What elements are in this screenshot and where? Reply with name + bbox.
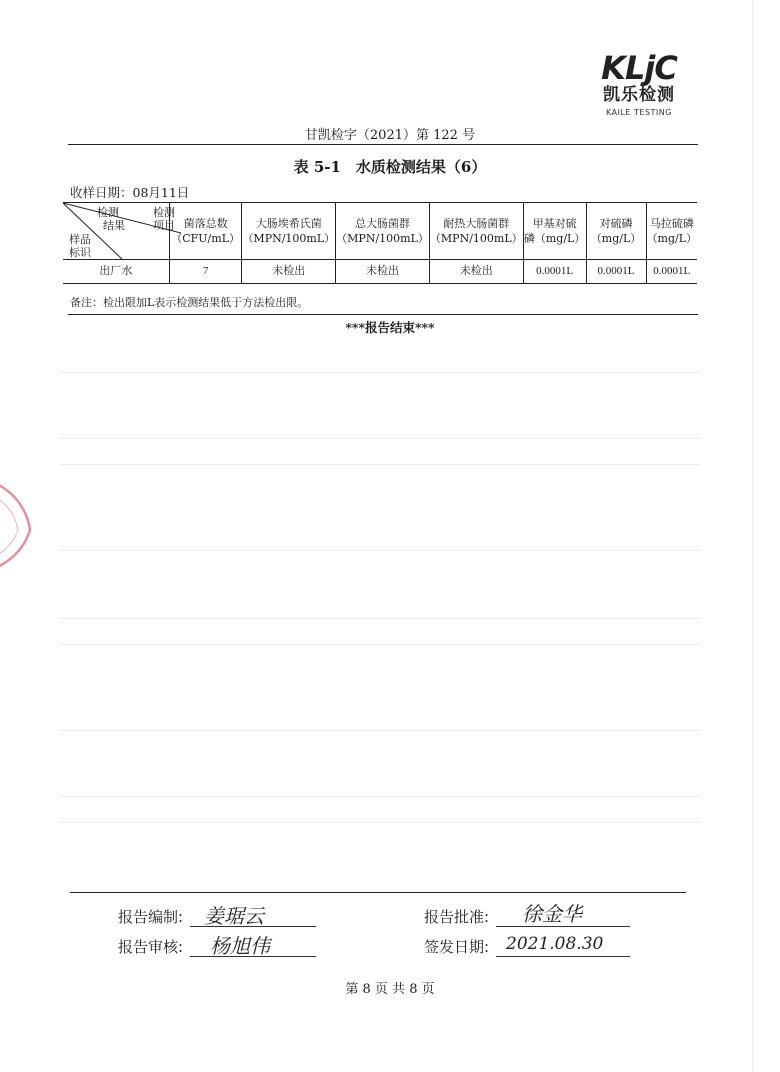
approved-by-label: 报告批准: <box>424 908 490 926</box>
page-counter: 第 8 页 共 8 页 <box>345 982 435 997</box>
issue-date-label: 签发日期: <box>424 938 490 956</box>
col-header: 耐热大肠菌群 （MPN/100mL） <box>429 203 523 260</box>
prepared-by-label: 报告编制: <box>118 908 184 926</box>
value-cell: 0.0001L <box>586 260 646 284</box>
reviewed-by-label: 报告审核: <box>118 938 184 956</box>
results-table <box>63 202 697 284</box>
table-bottom-rule <box>68 314 698 315</box>
col-header: 对硫磷 （mg/L） <box>586 203 646 260</box>
table-header-row <box>63 203 697 260</box>
company-logo <box>584 49 694 117</box>
sample-date: 收样日期：08月11日 <box>70 185 190 200</box>
corner-label-result: 结果 <box>103 219 125 232</box>
signature-rule <box>70 892 686 893</box>
diagonal-header-cell <box>63 203 175 260</box>
approved-by-signature: 徐金华 <box>522 902 582 926</box>
value-cell: 未检出 <box>336 260 430 284</box>
logo-mark: KLjC <box>601 49 677 87</box>
issue-date-value: 2021.08.30 <box>506 934 604 954</box>
corner-label-result-top: 检测 <box>97 206 119 219</box>
value-cell: 7 <box>169 260 242 284</box>
col-header: 菌落总数 （CFU/mL） <box>169 203 242 260</box>
value-cell: 未检出 <box>429 260 523 284</box>
partial-seal-stamp <box>0 470 50 580</box>
value-cell: 0.0001L <box>523 260 586 284</box>
value-cell: 未检出 <box>242 260 336 284</box>
col-header: 大肠埃希氏菌 （MPN/100mL） <box>242 203 336 260</box>
corner-label-item: 检测 项目 <box>153 206 175 232</box>
sample-id-cell: 出厂水 <box>63 260 169 284</box>
value-cell: 0.0001L <box>646 260 697 284</box>
report-end-mark: ***报告结束*** <box>345 320 435 335</box>
col-header: 总大肠菌群 （MPN/100mL） <box>336 203 430 260</box>
logo-name-en: KAILE TESTING <box>606 108 672 117</box>
corner-label-sample: 样品 标识 <box>69 233 91 259</box>
col-header: 甲基对硫 磷（mg/L） <box>523 203 586 260</box>
table-row <box>63 260 697 284</box>
table-title: 表 5-1 水质检测结果（6） <box>293 158 487 176</box>
reviewed-by-signature: 杨旭伟 <box>210 934 270 958</box>
report-number: 甘凯检字（2021）第 122 号 <box>304 128 476 143</box>
issue-date-line <box>496 956 630 957</box>
header-rule <box>68 144 698 145</box>
table-remark: 备注：检出限加L表示检测结果低于方法检出限。 <box>70 296 309 309</box>
show-through-ghost <box>60 360 700 840</box>
logo-name-cn: 凯乐检测 <box>603 85 675 105</box>
prepared-by-signature: 姜琚云 <box>204 904 264 928</box>
col-header: 马拉硫磷 （mg/L） <box>646 203 697 260</box>
